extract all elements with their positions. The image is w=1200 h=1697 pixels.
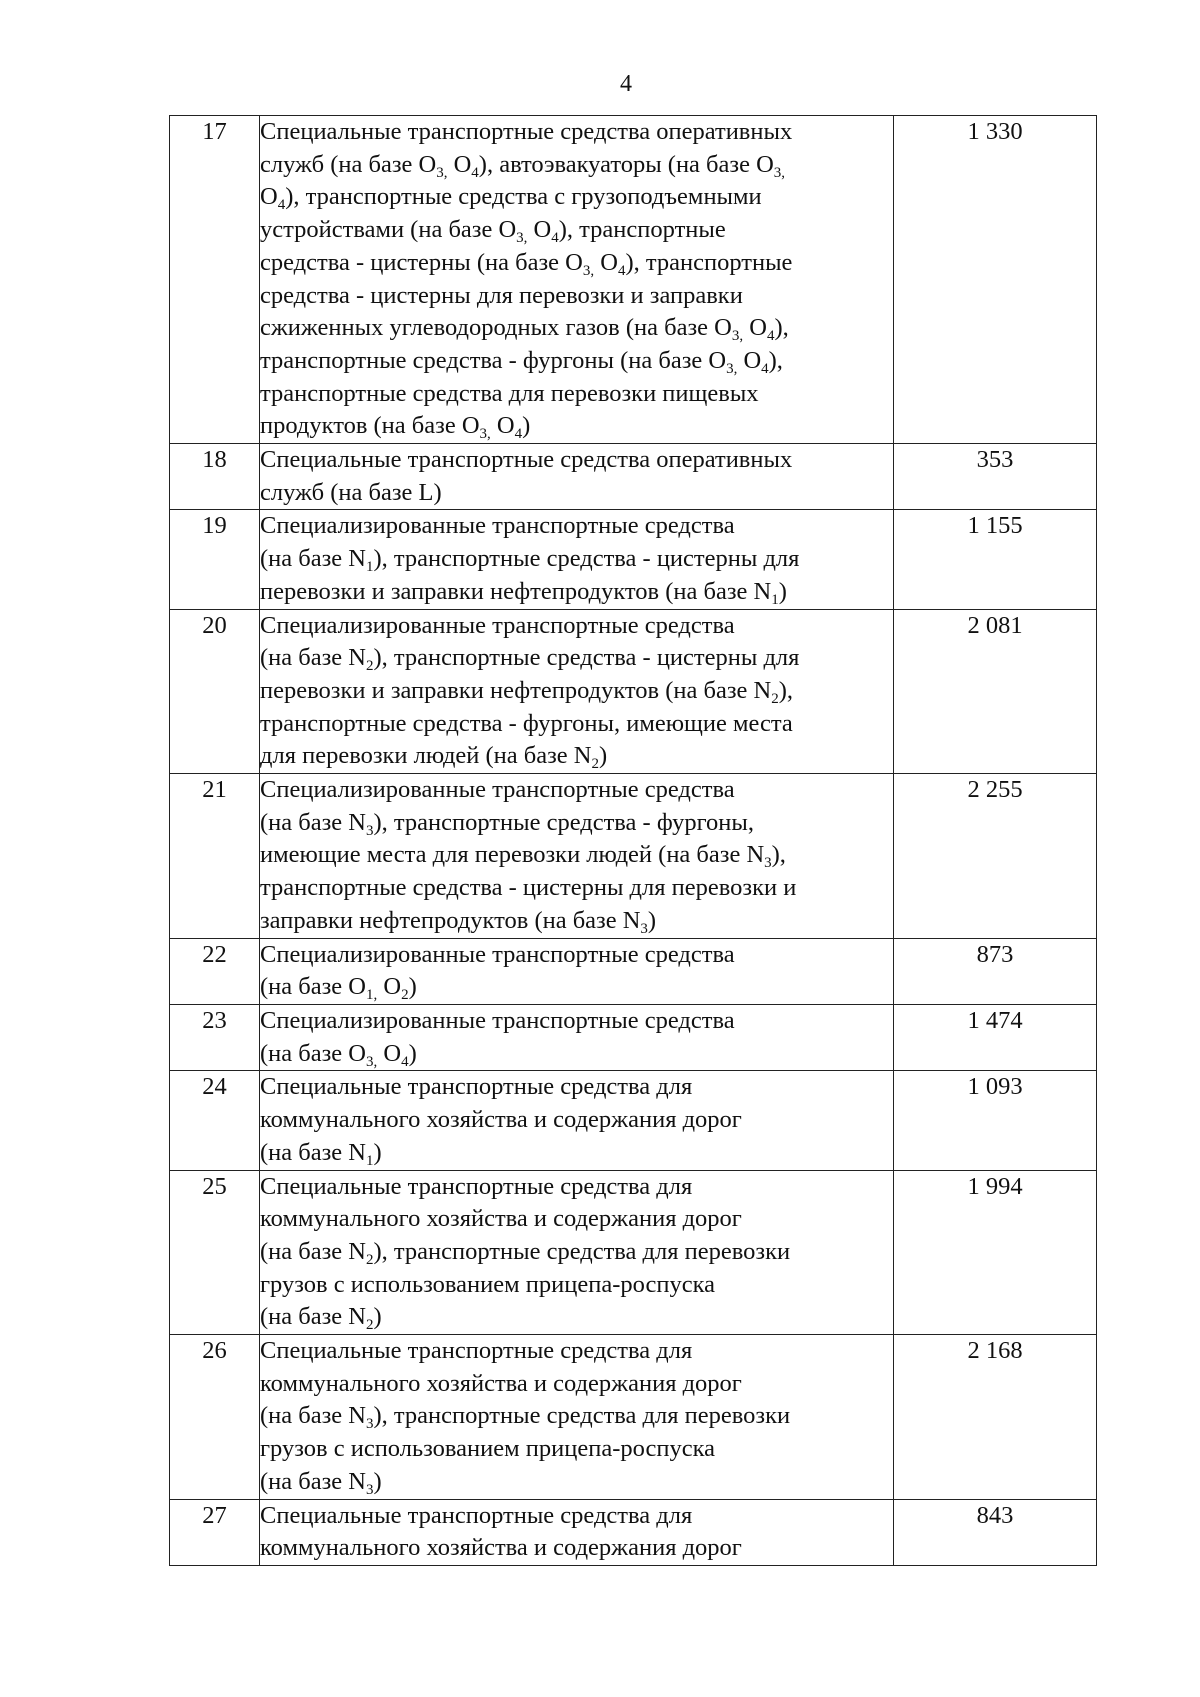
description-line [260,1433,893,1466]
description-line [260,971,893,1004]
text-segment: (на базе O [260,973,366,1001]
subscript-index: 3, [582,262,595,279]
amount-value: 2 255 [894,774,1097,939]
description-line [260,872,893,905]
text-segment: ), [774,314,789,342]
subscript-index: 2 [771,690,779,707]
subscript-index: 2 [365,658,374,675]
description-line [260,1203,893,1236]
text-segment: грузов с использованием прицепа-роспуска [260,1270,715,1298]
row-number: 22 [170,938,260,1004]
page-number: 4 [620,71,632,97]
text-segment: грузов с использованием прицепа-роспуска [260,1435,715,1463]
subscript-index: 1 [365,1152,374,1169]
text-segment: Специализированные транспортные средства [260,611,735,639]
text-segment: транспортные средства - фургоны (на базе O [260,346,727,374]
table-row [170,938,1097,1004]
text-segment: O [377,1039,402,1067]
subscript-index: 4 [401,1053,409,1070]
vehicle-description [260,1170,894,1335]
description-line [260,1301,893,1334]
text-segment: (на базе N [260,1138,366,1166]
description-line [260,708,893,741]
text-segment: ) [373,1303,382,1331]
row-number: 17 [170,116,260,444]
text-segment: (на базе N [260,808,366,836]
table-row [170,444,1097,510]
text-segment: ), автоэвакуаторы (на базе O [478,150,774,178]
amount-value: 1 155 [894,510,1097,609]
subscript-index: 1 [771,591,779,608]
text-segment: O [490,412,515,440]
text-segment: коммунального хозяйства и содержания дорог [260,1534,742,1562]
table-row [170,1499,1097,1565]
description-line [260,444,893,477]
subscript-index: 2 [401,987,409,1004]
row-number: 21 [170,774,260,939]
text-segment: для перевозки людей (на базе N [260,742,592,770]
text-segment: ), транспортные средства - фургоны, [373,808,754,836]
amount-value: 873 [894,938,1097,1004]
subscript-index: 4 [471,164,479,181]
text-segment: ) [373,1467,382,1495]
vehicle-description [260,1004,894,1070]
text-segment: ), транспортные средства для перевозки [373,1402,791,1430]
text-segment: Специальные транспортные средства для [260,1073,693,1101]
amount-value: 1 093 [894,1071,1097,1170]
description-line [260,740,893,773]
text-segment: транспортные средства для перевозки пищевых [260,379,759,407]
text-segment: продуктов (на базе O [260,412,480,440]
tariff-table [169,115,1097,1566]
text-segment: O [260,183,278,211]
text-segment: O [377,973,402,1001]
vehicle-description [260,1071,894,1170]
text-segment: ), транспортные [625,248,793,276]
text-segment: (на базе N [260,1402,366,1430]
text-segment: Специальные транспортные средства оперативных [260,446,793,474]
text-segment: Специальные транспортные средства оперативных [260,118,793,145]
description-line [260,116,893,149]
subscript-index: 2 [365,1317,374,1334]
subscript-index: 3 [764,855,772,872]
text-segment: перевозки и заправки нефтепродуктов (на базе N [260,676,772,704]
row-number: 20 [170,609,260,774]
text-segment: ) [373,1138,382,1166]
amount-value: 843 [894,1499,1097,1565]
description-line [260,1005,893,1038]
subscript-index: 2 [591,756,600,773]
row-number: 26 [170,1335,260,1500]
subscript-index: 3 [365,822,374,839]
table-row [170,1004,1097,1070]
text-segment: O [527,216,552,244]
description-line [260,149,893,182]
description-line [260,1104,893,1137]
description-line [260,378,893,411]
description-line [260,477,893,510]
subscript-index: 3, [365,1053,378,1070]
text-segment: коммунального хозяйства и содержания дорог [260,1205,742,1233]
description-line [260,1400,893,1433]
text-segment: (на базе O [260,1039,366,1067]
text-segment: ) [408,973,417,1001]
amount-value: 1 330 [894,116,1097,444]
table-body [170,116,1097,1566]
text-segment: ), [768,346,783,374]
subscript-index: 4 [617,262,626,279]
table-row [170,609,1097,774]
description-line [260,543,893,576]
row-number: 27 [170,1499,260,1565]
subscript-index: 1 [365,559,374,576]
text-segment: Специальные транспортные средства для [260,1172,693,1200]
subscript-index: 3, [516,230,528,247]
amount-value: 353 [894,444,1097,510]
vehicle-description [260,1499,894,1565]
text-segment: ) [522,412,531,440]
subscript-index: 2 [365,1251,374,1268]
subscript-index: 3, [436,164,448,181]
vehicle-description [260,774,894,939]
description-line [260,1368,893,1401]
subscript-index: 1, [365,987,378,1004]
text-segment: устройствами (на базе O [260,216,517,244]
subscript-index: 4 [277,197,286,214]
row-number: 23 [170,1004,260,1070]
description-line [260,939,893,972]
description-line [260,642,893,675]
text-segment: Специальные транспортные средства для [260,1337,693,1365]
table-row [170,1071,1097,1170]
text-segment: ), [778,676,794,704]
text-segment: имеющие места для перевозки людей (на базе N [260,841,765,869]
text-segment: O [447,150,472,178]
table-row [170,1170,1097,1335]
text-segment: транспортные средства - фургоны, имеющие места [260,709,793,737]
text-segment: служб (на базе L) [260,478,442,506]
vehicle-description [260,938,894,1004]
description-line [260,1532,893,1565]
description-line [260,181,893,214]
amount-value: 1 994 [894,1170,1097,1335]
table-row [170,1335,1097,1500]
text-segment: O [594,248,618,276]
text-segment: ) [778,577,787,605]
description-line [260,510,893,543]
subscript-index: 3, [479,426,491,443]
subscript-index: 4 [766,328,775,345]
text-segment: коммунального хозяйства и содержания дорог [260,1369,742,1397]
description-line [260,1500,893,1533]
subscript-index: 3 [640,920,648,937]
table-row [170,774,1097,939]
vehicle-description [260,116,894,444]
description-line [260,905,893,938]
description-line [260,807,893,840]
vehicle-description [260,510,894,609]
text-segment: ), транспортные средства с грузоподъемными [285,183,762,211]
subscript-index: 3, [773,164,786,181]
text-segment: Специализированные транспортные средства [260,940,735,968]
text-segment: ) [408,1039,417,1067]
description-line [260,1269,893,1302]
text-segment: ), [771,841,786,869]
vehicle-description [260,444,894,510]
subscript-index: 3 [365,1416,374,1433]
vehicle-description [260,1335,894,1500]
text-segment: Специализированные транспортные средства [260,776,735,804]
description-line [260,1335,893,1368]
text-segment: заправки нефтепродуктов (на базе N [260,906,641,934]
text-segment: O [737,346,762,374]
text-segment: O [743,314,767,342]
subscript-index: 3 [365,1481,374,1498]
text-segment: (на базе N [260,1467,366,1495]
description-line [260,1038,893,1071]
subscript-index: 4 [761,360,769,377]
text-segment: ) [647,906,657,934]
description-line [260,576,893,609]
description-line [260,1071,893,1104]
description-line [260,410,893,443]
text-segment: (на базе N [260,1303,366,1331]
subscript-index: 4 [514,426,523,443]
text-segment: средства - цистерны для перевозки и заправки [260,281,743,309]
description-line [260,675,893,708]
text-segment: Специализированные транспортные средства [260,1006,735,1034]
amount-value: 1 474 [894,1004,1097,1070]
text-segment: Специализированные транспортные средства [260,512,735,540]
vehicle-description [260,609,894,774]
description-line [260,1171,893,1204]
text-segment: ), транспортные средства - цистерны для [373,545,800,573]
text-segment: служб (на базе O [260,150,437,178]
text-segment: (на базе N [260,545,366,573]
description-line [260,247,893,280]
text-segment: перевозки и заправки нефтепродуктов (на базе N [260,577,772,605]
amount-value: 2 168 [894,1335,1097,1500]
description-line [260,1466,893,1499]
description-line [260,280,893,313]
text-segment: ) [599,742,608,770]
subscript-index: 4 [551,230,559,247]
description-line [260,1137,893,1170]
row-number: 19 [170,510,260,609]
text-segment: коммунального хозяйства и содержания дорог [260,1106,742,1134]
text-segment: сжиженных углеводородных газов (на базе O [260,314,732,342]
text-segment: ), транспортные средства - цистерны для [373,644,800,672]
subscript-index: 3, [726,360,738,377]
text-segment: Специальные транспортные средства для [260,1501,693,1529]
text-segment: транспортные средства - цистерны для перевозки и [260,874,797,902]
row-number: 25 [170,1170,260,1335]
description-line [260,610,893,643]
text-segment: ), транспортные [558,216,726,244]
description-line [260,214,893,247]
text-segment: ), транспортные средства для перевозки [373,1237,791,1265]
amount-value: 2 081 [894,609,1097,774]
text-segment: средства - цистерны (на базе O [260,248,583,276]
row-number: 18 [170,444,260,510]
subscript-index: 3, [731,328,744,345]
description-line [260,345,893,378]
table-row [170,510,1097,609]
description-line [260,312,893,345]
description-line [260,839,893,872]
table-row [170,116,1097,444]
row-number: 24 [170,1071,260,1170]
text-segment: (на базе N [260,1237,366,1265]
text-segment: (на базе N [260,644,366,672]
description-line [260,774,893,807]
description-line [260,1236,893,1269]
